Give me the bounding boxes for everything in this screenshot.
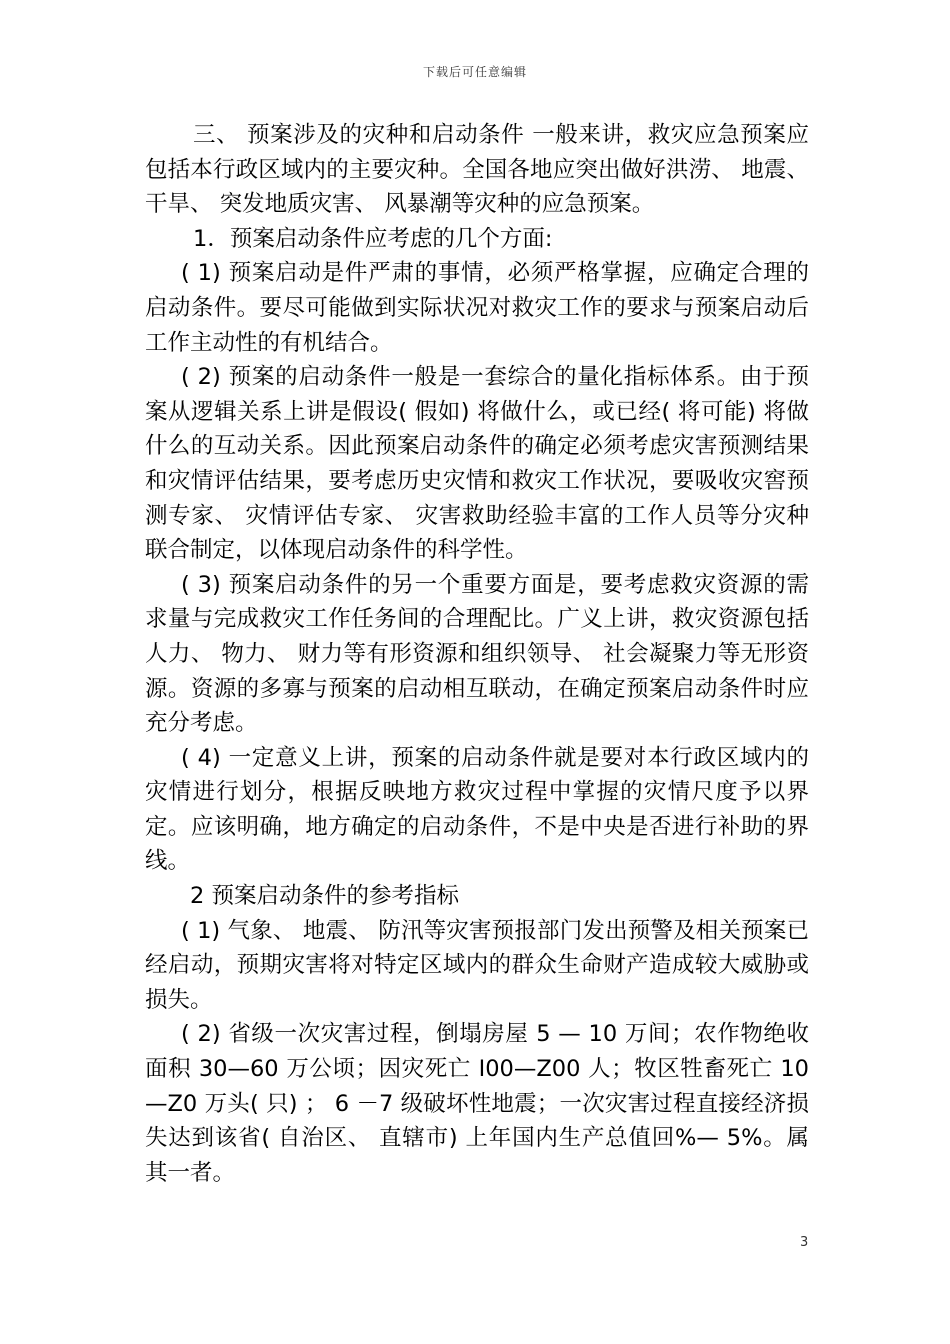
paragraph: ( 4) 一定意义上讲，预案的启动条件就是要对本行政区域内的灾情进行划分，根据反映地方救灾过程中掌握的灾情尺度予以界定。应该明确，地方确定的启动条件，不是中央是否进行补助的界线。 [145, 744, 809, 875]
paragraph: 1．预案启动条件应考虑的几个方面: [193, 225, 553, 252]
paragraph: ( 1) 预案启动是件严肃的事情，必须严格掌握，应确定合理的启动条件。要尽可能做到实际状况对救灾工作的要求与预案启动后工作主动性的有机结合。 [145, 260, 809, 356]
paragraph: ( 2) 预案的启动条件一般是一套综合的量化指标体系。由于预案从逻辑关系上讲是假设( 假如) 将做什么，或已经( 将可能) 将做什么的互动关系。因此预案启动条件的确定必须考虑灾害预测结果和灾情评估结果，要考虑历史灾情和救灾工作状况，要吸收灾窖预测专家、 灾情评估专家、 灾害救助经验丰富的工作人员等分灾种联合制定，以体现启动条件的科学性。 [145, 364, 809, 564]
paragraph: ( 3) 预案启动条件的另一个重要方面是，要考虑救灾资源的需求量与完成救灾工作任务间的合理配比。广义上讲，救灾资源包括人力、 物力、 财力等有形资源和组织领导、 社会凝聚力等无形资源。资源的多寡与预案的启动相互联动，在确定预案启动条件时应充分考虑。 [145, 571, 809, 737]
page-number: 3 [800, 1235, 809, 1250]
paragraph: 2 预案启动条件的参考指标 [190, 883, 459, 910]
document-body [145, 118, 809, 1190]
paragraph: 三、 预案涉及的灾种和启动条件 一般来讲，救灾应急预案应包括本行政区域内的主要灾种。全国各地应突出做好洪涝、 地震、 干旱、 突发地质灾害、 风暴潮等灾种的应急预案。 [145, 122, 809, 218]
paragraph: ( 1) 气象、 地震、 防汛等灾害预报部门发出预警及相关预案已经启动，预期灾害将对特定区域内的群众生命财产造成较大威胁或损失。 [145, 917, 809, 1013]
paragraph: ( 2) 省级一次灾害过程，倒塌房屋 5 — 10 万间；农作物绝收面积 30—60 万公顷；因灾死亡 I00—Z00 人；牧区牲畜死亡 10 —Z0 万头( 只) ； 6 －7 级破坏性地震；一次灾害过程直接经济损失达到该省( 自治区、 直辖市) 上年国内生产总值回%— 5%。属其一者。 [145, 1021, 809, 1186]
page-header: 下载后可任意编辑 [422, 65, 527, 79]
